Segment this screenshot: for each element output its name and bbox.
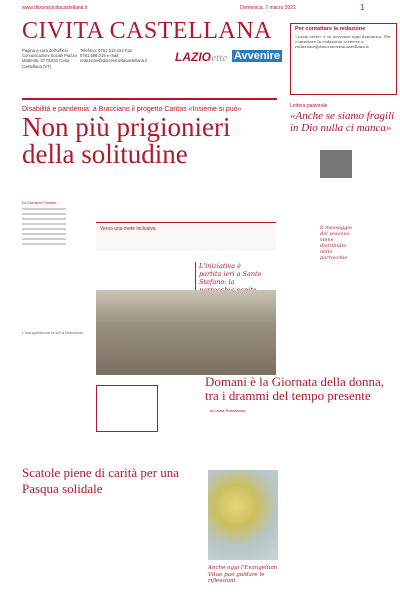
portrait-photo	[320, 150, 352, 178]
info-box-title: Verso una mete inclusiva	[100, 226, 156, 232]
secondary-headline: Domani è la Giornata della donna, tra i drammi del tempo presente	[205, 374, 385, 403]
publisher-info-left: Pagina a cura dell'Ufficio Comunicazioni Sociali Piazza Matteotti, 27 01033 Civita Castellana (VT)	[22, 48, 77, 69]
info-box	[96, 222, 276, 251]
sidebar-title: Per contattare la redazione	[295, 26, 366, 32]
right-headline: «Anche se siamo fragili in Dio nulla ci manca»	[290, 110, 395, 134]
lazio-logo: LAZIO	[175, 50, 211, 64]
right-section-label: Lettera pastorale	[290, 103, 328, 109]
sidebar-text: «Lazio sette» è su Avvenire ogni domenica. Per contattare la redazione scrivere a redazione@diocesicivitacastellana.it	[295, 34, 391, 49]
lead-photo	[22, 290, 276, 375]
mimosa-photo	[208, 470, 278, 560]
secondary-box	[96, 385, 158, 432]
lead-column-1	[22, 200, 66, 440]
lead-byline: Di Giovanni Tomasi	[22, 200, 57, 205]
pull-quote: L'iniziativa è partita ieri a Santo Stefano: la	[195, 262, 264, 302]
right-quote: Il messaggio del vescovo viene distribuito nelle parrocchie	[320, 225, 352, 261]
issue-date: Domenica, 7 marzo 2021	[240, 5, 296, 11]
secondary-byline: di Laura Rossanese	[210, 408, 246, 413]
avvenire-logo: Avvenire	[234, 50, 281, 62]
lead-kicker: Disabilità e pandemia: a Bracciano il progetto Caritas «Insieme si può»	[22, 106, 242, 113]
site-url[interactable]: www.diocesicivitacastellana.it	[22, 5, 88, 11]
publisher-info-right: Telefono: 0761.513.152 Fax: 0761.598.019 e-mail: redazione@diocesicivitacastellana.it	[80, 48, 148, 64]
divider	[22, 98, 277, 100]
masthead-title: CIVITA CASTELLANA	[22, 18, 272, 44]
top-bar	[0, 0, 400, 16]
bottom-headline: Scatole piene di carità per una Pasqua solidale	[22, 465, 180, 496]
page-number: 1	[360, 3, 365, 12]
lead-photo-caption: L'inaugurazione di ieri a Bracciano	[22, 330, 84, 335]
mimosa-caption: Anche oggi l'Evangelium Vitae può guidare le riflessioni	[208, 565, 278, 584]
sette-logo: sette	[207, 52, 228, 64]
lead-headline: Non più prigionieri della solitudine	[22, 112, 231, 169]
